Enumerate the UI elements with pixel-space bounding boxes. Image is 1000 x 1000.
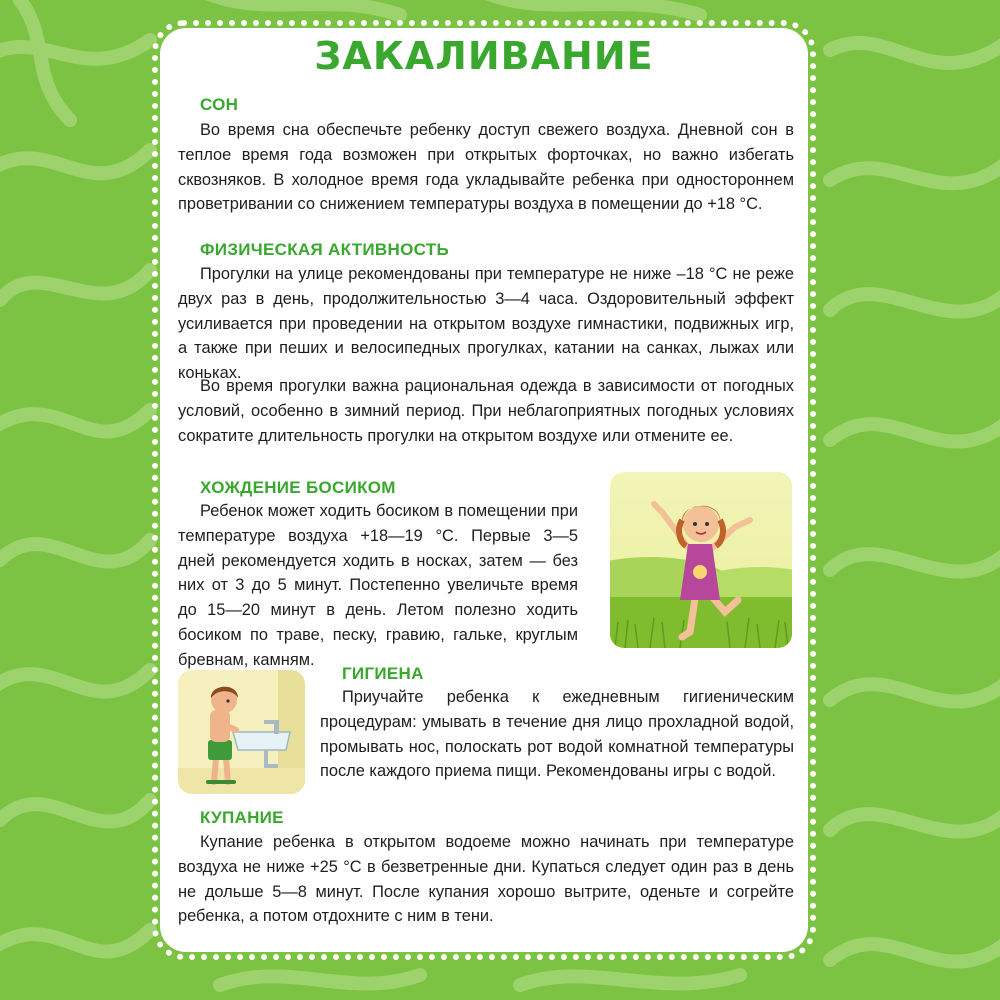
paragraph-activity-1: Прогулки на улице рекомендованы при температуре не ниже –18 °С не реже двух раз в день, продолжительностью 3—4 часа. Оздоровительный эффект усиливается при проведении на открытом воздухе гимнастики, подвижных игр, а также при пеших и велосипедных прогулках, катании на санках, лыжах или коньках. [178,265,794,383]
paragraph-barefoot: Ребенок может ходить босиком в помещении при температуре воздуха +18—19 °С. Первые 3—5 дней рекомендуется ходить в носках, затем — без них от 3 до 5 минут. Постепенно увеличьте время до 15—20 минут в день. Летом полезно ходить босиком по траве, песку, гравию, гальке, круглым бревнам, камням. [178,502,578,669]
boy-washing-illustration [178,670,305,794]
paragraph-activity-2: Во время прогулки важна рациональная одежда в зависимости от погодных условий, особенно в зимний период. При неблагоприятных погодных условиях сократите длительность прогулки на открытом воздухе или отмените ее. [178,377,794,445]
heading-bathing: КУПАНИЕ [200,808,284,827]
paragraph-son: Во время сна обеспечьте ребенку доступ свежего воздуха. Дневной сон в теплое время года возможен при открытых форточках, но важно избегать сквозняков. В холодное время года укладывайте ребенка при одностороннем проветривании со снижением температуры воздуха в помещении до +18 °С. [178,121,794,214]
paragraph-bathing: Купание ребенка в открытом водоеме можно начинать при температуре воздуха не ниже +25 °С в безветренные дни. Купаться следует один раз в день не дольше 5—8 минут. После купания хорошо вытрите, оденьте и согрейте ребенка, а потом отдохните с ним в тени. [178,833,794,926]
heading-hygiene: ГИГИЕНА [342,664,424,683]
heading-son: СОН [200,95,239,114]
heading-activity: ФИЗИЧЕСКАЯ АКТИВНОСТЬ [200,240,449,259]
page-title: ЗАКАЛИВАНИЕ [314,34,654,78]
heading-barefoot: ХОЖДЕНИЕ БОСИКОМ [200,478,396,497]
paragraph-hygiene: Приучайте ребенка к ежедневным гигиеническим процедурам: умывать в течение дня лицо прохладной водой, промывать нос, полоскать рот водой комнатной температуры после каждого приема пищи. Рекомендованы игры с водой. [320,688,794,781]
girl-on-grass-illustration [610,472,792,648]
